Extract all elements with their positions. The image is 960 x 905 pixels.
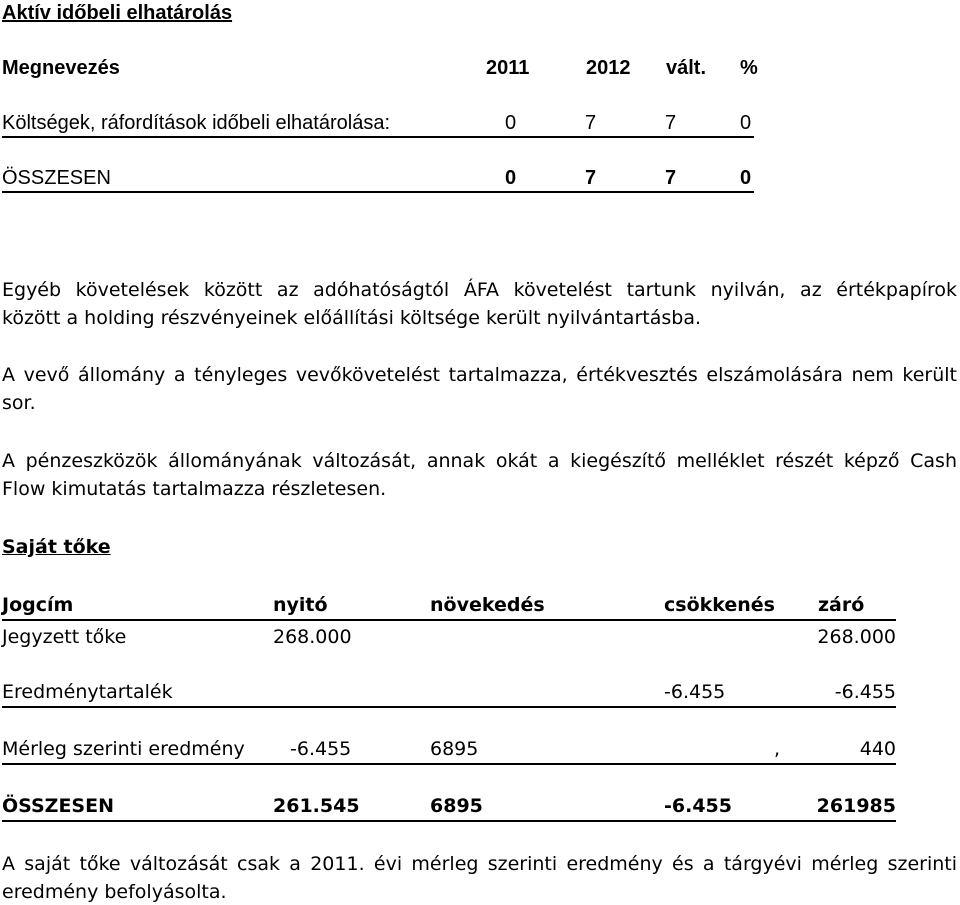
paragraph-line: Egyéb követelések között az adóhatóságtól ÁFA követelést tartunk nyilván, az értékpapírok (2, 279, 957, 301)
header-novekedes: növekedés (430, 594, 545, 616)
paragraph-line: A pénzeszközök állományának változását, annak okát a kiegészítő melléklet részét képző Cash (2, 450, 957, 472)
row-label: Eredménytartalék (2, 681, 173, 703)
row-underline (2, 820, 896, 822)
section-title-equity: Saját tőke (2, 536, 111, 558)
cell-novekedes: 6895 (430, 738, 479, 760)
paragraph-line: között a holding részvényeinek előállítási költsége került nyilvántartásba. (2, 307, 702, 329)
cell-percent: 0 (740, 112, 752, 134)
cell-nyito: -6.455 (290, 738, 352, 760)
header-nyito: nyitó (273, 594, 328, 616)
cell-csokkenes: -6.455 (664, 795, 732, 817)
cell-zaro: 268.000 (817, 626, 896, 648)
cell-nyito: 268.000 (273, 626, 352, 648)
paragraph-line: A vevő állomány a tényleges vevőkövetelést tartalmazza, értékvesztés elszámolására nem került (2, 364, 957, 386)
cell-percent: 0 (740, 167, 752, 189)
row-underline (2, 763, 896, 765)
row-underline (2, 136, 754, 138)
row-label-total: ÖSSZESEN (2, 167, 111, 189)
footer-paragraph-line: A saját tőke változását csak a 2011. évi mérleg szerinti eredmény és a tárgyévi mérleg szerinti (2, 853, 957, 875)
footer-paragraph-line: eredmény befolyásolta. (2, 881, 227, 903)
row-underline (2, 191, 754, 193)
cell-csokkenes: -6.455 (664, 681, 726, 703)
cell-2012: 7 (585, 167, 597, 189)
row-label: Jegyzett tőke (2, 626, 127, 648)
header-2011: 2011 (486, 57, 530, 79)
header-zaro: záró (818, 594, 865, 616)
cell-2011: 0 (505, 112, 517, 134)
header-megnevezes: Megnevezés (2, 57, 120, 79)
cell-nyito: 261.545 (273, 795, 360, 817)
row-underline (2, 706, 896, 708)
header-2012: 2012 (586, 57, 631, 79)
row-label-total: ÖSSZESEN (2, 795, 114, 817)
cell-zaro: -6.455 (834, 681, 896, 703)
cell-zaro: 261985 (816, 795, 896, 817)
header-underline (2, 619, 896, 621)
header-jogcim: Jogcím (2, 594, 74, 616)
header-percent: % (740, 57, 758, 79)
paragraph-line: Flow kimutatás tartalmazza részletesen. (2, 478, 387, 500)
row-label: Mérleg szerinti eredmény (2, 738, 245, 760)
cell-valt: 7 (665, 112, 677, 134)
cell-2012: 7 (585, 112, 597, 134)
cell-csokkenes: , (774, 738, 781, 760)
cell-valt: 7 (665, 167, 677, 189)
paragraph-line: sor. (2, 392, 36, 414)
header-csokkenes: csökkenés (664, 594, 775, 616)
cell-novekedes: 6895 (430, 795, 483, 817)
cell-2011: 0 (505, 167, 517, 189)
section-title-active-accruals: Aktív időbeli elhatárolás (2, 2, 233, 24)
row-label: Költségek, ráfordítások időbeli elhatárolása: (2, 112, 391, 134)
header-valt: vált. (666, 57, 707, 79)
cell-zaro: 440 (859, 738, 896, 760)
